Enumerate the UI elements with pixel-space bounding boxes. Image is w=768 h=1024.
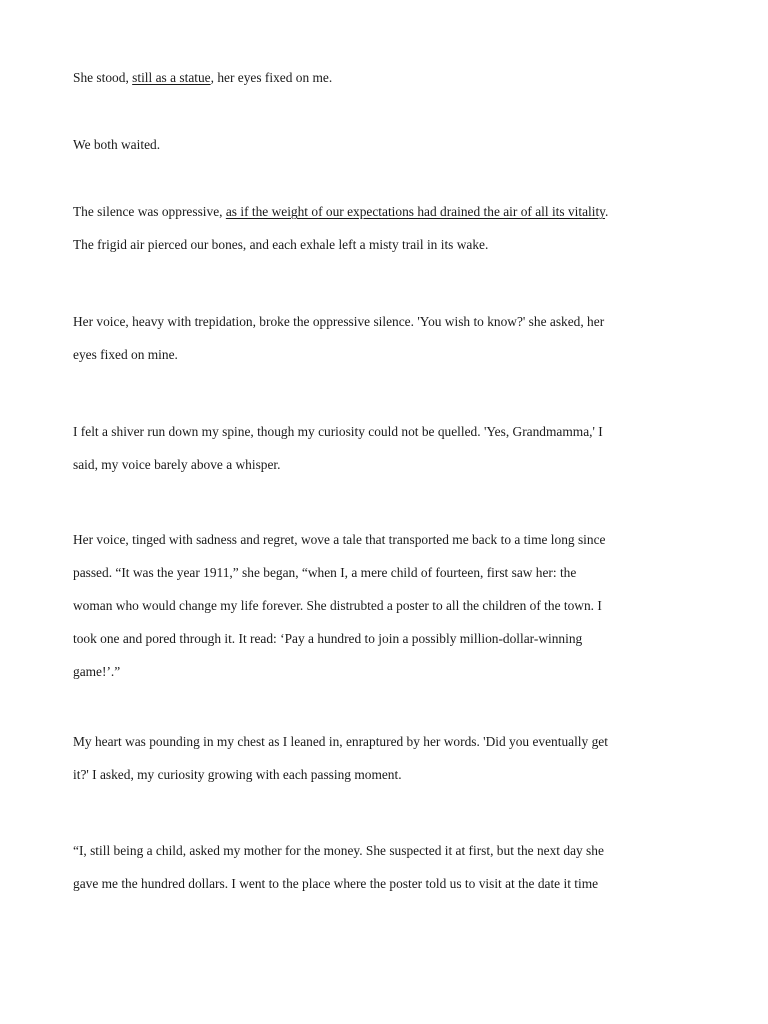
text-run: passed. “It was the year 1911,” she began, “when I, a mere child of fourteen, first saw her: the [73,565,577,580]
text-run: We both waited. [73,137,161,152]
text-line [73,589,695,622]
text-line [73,448,695,481]
text-run: , her eyes fixed on me. [210,70,333,85]
text-run: Her voice, tinged with sadness and regret, wove a tale that transported me back to a time long since [73,532,606,547]
text-line [73,758,695,791]
paragraph [73,195,695,261]
text-line [73,523,695,556]
text-line [73,305,695,338]
text-line [73,867,695,900]
text-run: game!’.” [73,664,121,679]
text-run: Her voice, heavy with trepidation, broke the oppressive silence. 'You wish to know?' she asked, her [73,314,605,329]
text-run: woman who would change my life forever. She distrubted a poster to all the children of the town. I [73,598,602,613]
text-run: I felt a shiver run down my spine, though my curiosity could not be quelled. 'Yes, Grandmamma,' I [73,424,603,439]
text-run: said, my voice barely above a whisper. [73,457,281,472]
text-line [73,834,695,867]
text-line [73,622,695,655]
text-line [73,725,695,758]
text-run: The frigid air pierced our bones, and each exhale left a misty trail in its wake. [73,237,489,252]
paragraph [73,725,695,791]
paragraph [73,523,695,688]
text-run: eyes fixed on mine. [73,347,178,362]
text-run: My heart was pounding in my chest as I leaned in, enraptured by her words. 'Did you eventually get [73,734,608,749]
text-run: “I, still being a child, asked my mother for the money. She suspected it at first, but the next day she [73,843,604,858]
text-line [73,338,695,371]
paragraph [73,415,695,481]
text-line [73,195,695,228]
text-run: it?' I asked, my curiosity growing with each passing moment. [73,767,402,782]
text-line [73,556,695,589]
text-line [73,655,695,688]
paragraph [73,61,695,94]
text-run: The silence was oppressive, [73,204,226,219]
paragraph [73,128,695,161]
text-line [73,415,695,448]
text-line [73,228,695,261]
text-run: took one and pored through it. It read: ‘Pay a hundred to join a possibly million-dollar-winning [73,631,583,646]
paragraph [73,834,695,900]
paragraph [73,305,695,371]
underlined-phrase: as if the weight of our expectations had drained the air of all its vitality [225,204,606,219]
text-run: . [605,204,609,219]
underlined-phrase: still as a statue [132,70,211,85]
text-run: gave me the hundred dollars. I went to the place where the poster told us to visit at the date it time [73,876,599,891]
text-run: She stood, [73,70,133,85]
text-line [73,61,695,94]
text-line [73,128,695,161]
